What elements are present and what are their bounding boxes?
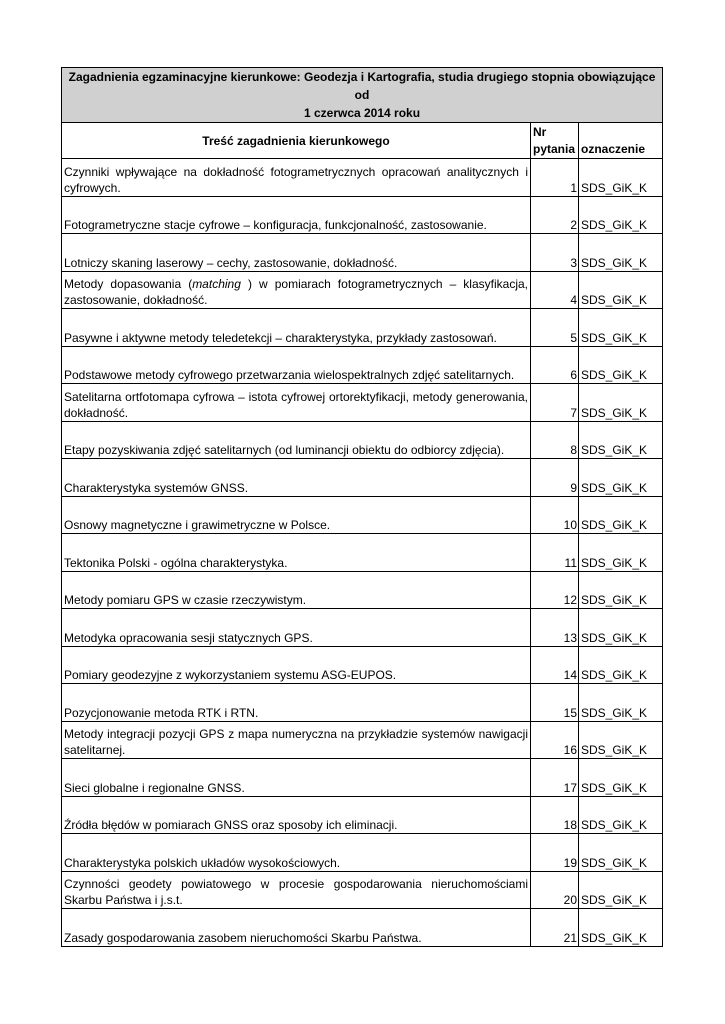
question-code: SDS_GiK_K [579, 534, 663, 572]
question-topic-italic: matching [192, 277, 241, 291]
question-code: SDS_GiK_K [579, 834, 663, 872]
table-row [62, 384, 663, 422]
header-row [62, 123, 663, 159]
question-number: 20 [531, 871, 579, 909]
header-code: oznaczenie [579, 123, 663, 159]
question-topic-part: ) w pomiarach fotogrametrycznych – klasyfikacja, zastosowanie, dokładność. [64, 277, 528, 307]
table-row [62, 421, 663, 459]
table-row [62, 534, 663, 572]
table-row [62, 196, 663, 234]
table-row [62, 346, 663, 384]
question-topic: Osnowy magnetyczne i grawimetryczne w Polsce. [62, 496, 531, 534]
question-number: 6 [531, 346, 579, 384]
question-number: 1 [531, 159, 579, 197]
question-code: SDS_GiK_K [579, 571, 663, 609]
question-topic: Etapy pozyskiwania zdjęć satelitarnych (od luminancji obiektu do odbiorcy zdjęcia). [62, 421, 531, 459]
exam-topics-sheet [61, 67, 662, 947]
question-topic: Charakterystyka polskich układów wysokościowych. [62, 834, 531, 872]
question-code: SDS_GiK_K [579, 609, 663, 647]
question-code: SDS_GiK_K [579, 759, 663, 797]
question-topic: Metodyka opracowania sesji statycznych GPS. [62, 609, 531, 647]
question-number: 13 [531, 609, 579, 647]
table-row [62, 646, 663, 684]
question-topic: Metody integracji pozycji GPS z mapa numeryczna na przykładzie systemów nawigacji satelitarnej. [62, 721, 531, 759]
question-number: 5 [531, 309, 579, 347]
table-row [62, 234, 663, 272]
question-topic: Lotniczy skaning laserowy – cechy, zastosowanie, dokładność. [62, 234, 531, 272]
question-topic: Pasywne i aktywne metody teledetekcji – charakterystyka, przykłady zastosowań. [62, 309, 531, 347]
table-row [62, 459, 663, 497]
question-code: SDS_GiK_K [579, 684, 663, 722]
question-number: 4 [531, 271, 579, 309]
table-row [62, 159, 663, 197]
question-topic: Fotogrametryczne stacje cyfrowe – konfiguracja, funkcjonalność, zastosowanie. [62, 196, 531, 234]
question-code: SDS_GiK_K [579, 309, 663, 347]
question-number: 18 [531, 796, 579, 834]
header-pytania: pytania [533, 141, 576, 156]
question-number: 3 [531, 234, 579, 272]
question-topic [62, 271, 531, 309]
question-code: SDS_GiK_K [579, 384, 663, 422]
question-number: 9 [531, 459, 579, 497]
question-number: 12 [531, 571, 579, 609]
question-code: SDS_GiK_K [579, 796, 663, 834]
question-topic-part: Metody dopasowania ( [64, 277, 193, 291]
question-topic: Sieci globalne i regionalne GNSS. [62, 759, 531, 797]
question-topic: Zasady gospodarowania zasobem nieruchomości Skarbu Państwa. [62, 909, 531, 947]
table-row [62, 609, 663, 647]
table-row [62, 684, 663, 722]
document-title-line2: 1 czerwca 2014 roku [303, 106, 421, 120]
question-code: SDS_GiK_K [579, 721, 663, 759]
question-code: SDS_GiK_K [579, 421, 663, 459]
question-code: SDS_GiK_K [579, 646, 663, 684]
document-title-line1: Zagadnienia egzaminacyjne kierunkowe: Geodezja i Kartografia, studia drugiego stopnia obowiązujące od [68, 70, 656, 102]
table-row [62, 909, 663, 947]
header-topic: Treść zagadnienia kierunkowego [62, 123, 531, 159]
header-question-number [531, 123, 579, 159]
question-number: 7 [531, 384, 579, 422]
question-code: SDS_GiK_K [579, 871, 663, 909]
question-code: SDS_GiK_K [579, 271, 663, 309]
question-number: 8 [531, 421, 579, 459]
question-number: 16 [531, 721, 579, 759]
question-number: 21 [531, 909, 579, 947]
question-number: 2 [531, 196, 579, 234]
question-number: 17 [531, 759, 579, 797]
title-row [62, 68, 663, 123]
question-code: SDS_GiK_K [579, 346, 663, 384]
question-topic: Pozycjonowanie metoda RTK i RTN. [62, 684, 531, 722]
exam-topics-table [61, 67, 663, 947]
question-number: 10 [531, 496, 579, 534]
question-number: 14 [531, 646, 579, 684]
table-row [62, 796, 663, 834]
question-topic: Metody pomiaru GPS w czasie rzeczywistym. [62, 571, 531, 609]
table-row [62, 759, 663, 797]
table-row [62, 834, 663, 872]
question-number: 11 [531, 534, 579, 572]
header-nr: Nr [533, 124, 547, 139]
question-code: SDS_GiK_K [579, 196, 663, 234]
document-title [62, 68, 663, 123]
table-row [62, 721, 663, 759]
question-topic: Charakterystyka systemów GNSS. [62, 459, 531, 497]
table-row [62, 871, 663, 909]
question-topic: Źródła błędów w pomiarach GNSS oraz sposoby ich eliminacji. [62, 796, 531, 834]
question-topic: Czynniki wpływające na dokładność fotogrametrycznych opracowań analitycznych i cyfrowych. [62, 159, 531, 197]
table-row [62, 309, 663, 347]
table-row [62, 571, 663, 609]
question-number: 15 [531, 684, 579, 722]
question-code: SDS_GiK_K [579, 909, 663, 947]
question-code: SDS_GiK_K [579, 459, 663, 497]
question-topic: Pomiary geodezyjne z wykorzystaniem systemu ASG-EUPOS. [62, 646, 531, 684]
question-topic: Tektonika Polski - ogólna charakterystyka. [62, 534, 531, 572]
question-code: SDS_GiK_K [579, 496, 663, 534]
question-topic: Satelitarna ortfotomapa cyfrowa – istota cyfrowej ortorektyfikacji, metody generowania, dokładność. [62, 384, 531, 422]
table-row [62, 271, 663, 309]
table-row [62, 496, 663, 534]
question-topic: Czynności geodety powiatowego w procesie gospodarowania nieruchomościami Skarbu Państwa i j.s.t. [62, 871, 531, 909]
question-number: 19 [531, 834, 579, 872]
question-topic: Podstawowe metody cyfrowego przetwarzania wielospektralnych zdjęć satelitarnych. [62, 346, 531, 384]
question-code: SDS_GiK_K [579, 234, 663, 272]
question-code: SDS_GiK_K [579, 159, 663, 197]
